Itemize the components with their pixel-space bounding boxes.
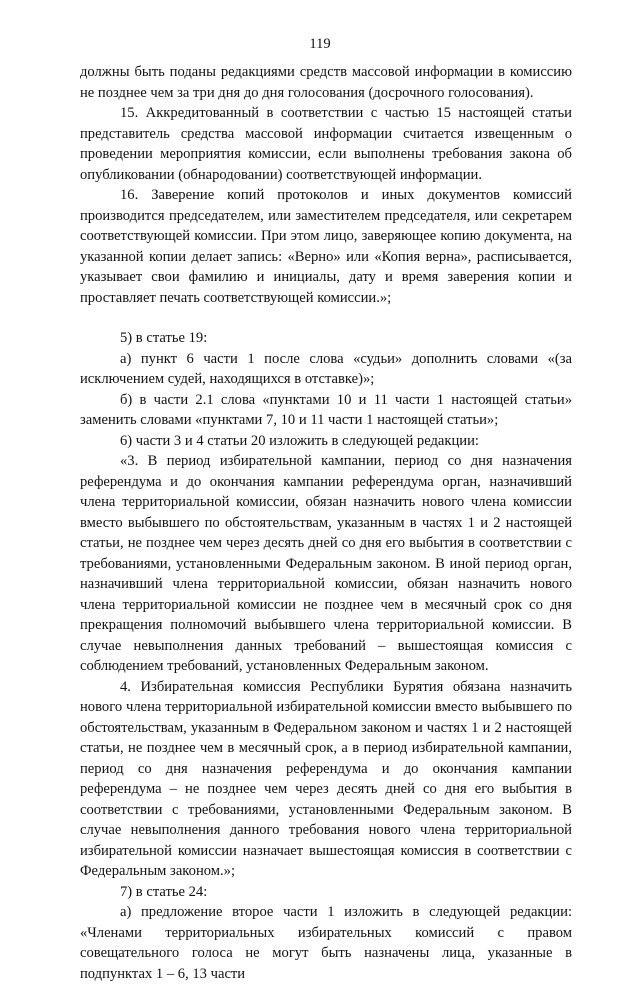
paragraph: «3. В период избирательной кампании, период со дня назначения референдума и до окончания кампании референдума орган, назначивший члена территориальной комиссии, обязан назначить нового члена комиссии вместо выбывшего по обстоятельствам, указанным в частях 1 и 2 настоящей статьи, не позднее чем через десять дней со дня его выбытия в соответствии с требованиями, установленными Федеральным законом. В иной период орган, назначивший члена территориальной комиссии, обязан назначить нового члена территориальной комиссии не позднее чем в месячный срок со дня прекращения полномочий выбывшего члена территориальной комиссии. В случае невыполнения данных требований – вышестоящая комиссия с соблюдением требований, установленных Федеральным законом. — [80, 453, 572, 674]
page-number: 119 — [309, 36, 331, 52]
paragraph: 7) в статье 24: — [120, 883, 208, 900]
paragraph: 6) части 3 и 4 статьи 20 изложить в следующей редакции: — [120, 432, 479, 449]
paragraph: б) в части 2.1 слова «пунктами 10 и 11 части 1 настоящей статьи» заменить словами «пунктами 7, 10 и 11 части 1 настоящей статьи»; — [80, 391, 572, 428]
paragraph: 5) в статье 19: — [120, 330, 208, 346]
paragraph-gap — [80, 308, 572, 328]
paragraph: а) пункт 6 части 1 после слова «судьи» дополнить словами «(за исключением судей, находящихся в отставке)»; — [80, 350, 572, 387]
paragraph: а) предложение второе части 1 изложить в следующей редакции: «Членами территориальных избирательных комиссий с правом совещательного голоса не могут быть назначены лица, указанные в подпунктах 1 – 6, 13 части — [80, 904, 572, 982]
paragraph: должны быть поданы редакциями средств массовой информации в комиссию не позднее чем за три дня до дня голосования (досрочного голосования). — [80, 64, 572, 101]
paragraph: 4. Избирательная комиссия Республики Бурятия обязана назначить нового члена территориальной избирательной комиссии вместо выбывшего по обстоятельствам, указанным в Федеральном законом и частях 1 и 2 настоящей статьи, не позднее чем в месячный срок, а в период избирательной кампании, период со дня назначения референдума и до окончания кампании референдума – не позднее чем через десять дней со дня его выбытия в соответствии с требованиями, установленными Федеральным законом. В случае невыполнения данного требования нового члена территориальной избирательной комиссии назначает вышестоящая комиссия в соответствии с Федеральным законом.»; — [80, 678, 572, 879]
document-body — [80, 62, 572, 984]
paragraph: 16. Заверение копий протоколов и иных документов комиссий производится председателем, или заместителем председателя, или секретарем соответствующей комиссии. При этом лицо, заверяющее копию документа, на указанной копии делает запись: «Верно» или «Копия верна», расписывается, указывает свои фамилию и инициалы, дату и время заверения копии и проставляет печать соответствующей комиссии.»; — [80, 187, 572, 306]
paragraph: 15. Аккредитованный в соответствии с частью 15 настоящей статьи представитель средства массовой информации считается извещенным о проведении мероприятия комиссии, если выполнены требования закона об опубликовании (обнародовании) соответствующей информации. — [80, 105, 572, 183]
